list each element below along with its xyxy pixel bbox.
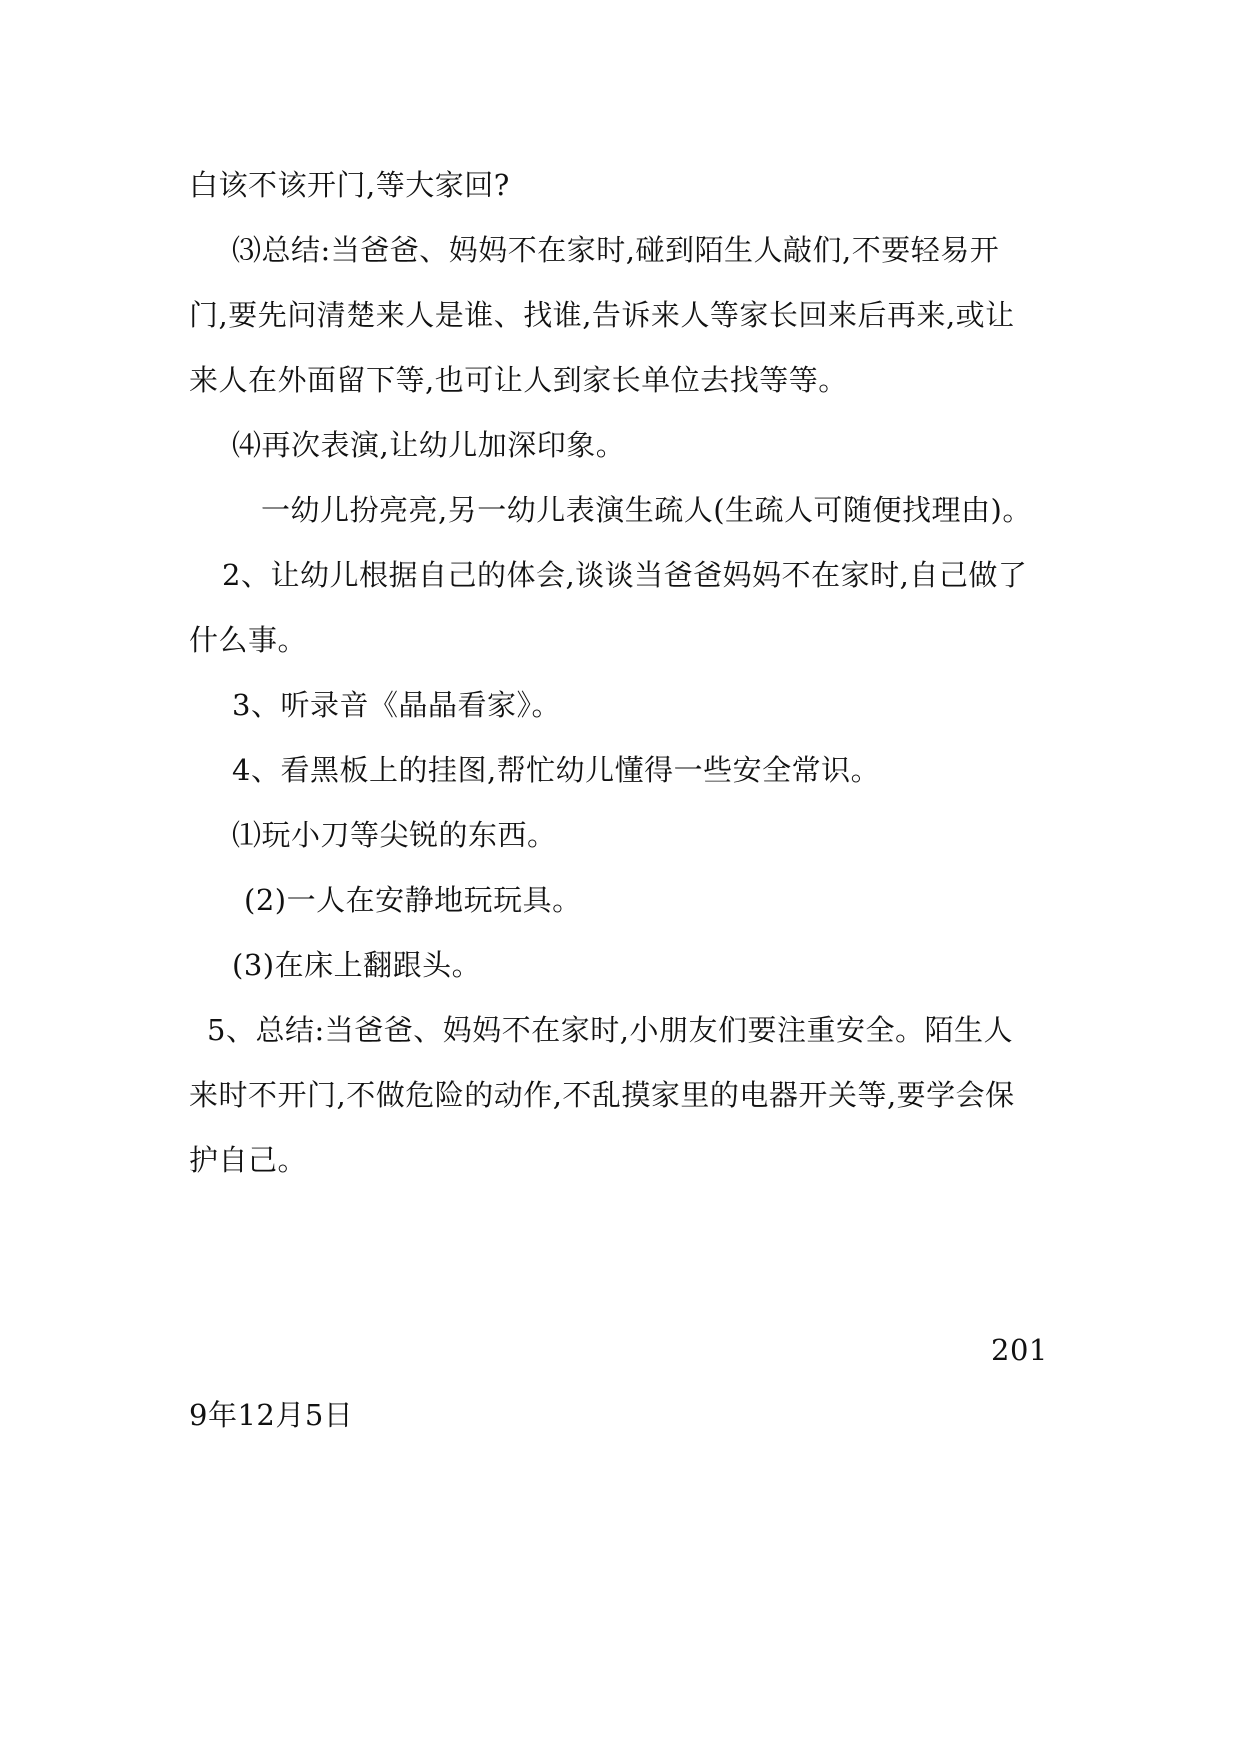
text-line: 门,要先问清楚来人是谁、找谁,告诉来人等家长回来后再来,或让 — [189, 298, 1015, 332]
text-line: 白该不该开门,等大家回? — [189, 168, 510, 202]
text-line: 2、让幼儿根据自己的体会,谈谈当爸爸妈妈不在家时,自己做了 — [222, 558, 1028, 592]
date-line: 9年12月5日 — [189, 1398, 354, 1432]
text-line: 什么事。 — [189, 623, 308, 657]
text-line: (2)一人在安静地玩玩具。 — [244, 883, 582, 917]
text-line: 5、总结:当爸爸、妈妈不在家时,小朋友们要注重安全。陌生人 — [207, 1013, 1013, 1047]
text-line: 3、听录音《晶晶看家》。 — [232, 688, 561, 722]
text-line: 4、看黑板上的挂图,帮忙幼儿懂得一些安全常识。 — [232, 753, 881, 787]
text-line: ⑴玩小刀等尖锐的东西。 — [232, 818, 557, 852]
text-line: ⑶总结:当爸爸、妈妈不在家时,碰到陌生人敲们,不要轻易开 — [232, 233, 1000, 267]
text-line: 一幼儿扮亮亮,另一幼儿表演生疏人(生疏人可随便找理由)。 — [261, 493, 1032, 527]
text-line: 护自己。 — [189, 1143, 308, 1177]
date-line-year-start: 201 — [991, 1333, 1048, 1367]
text-line: 来时不开门,不做危险的动作,不乱摸家里的电器开关等,要学会保 — [189, 1078, 1015, 1112]
text-line: ⑷再次表演,让幼儿加深印象。 — [232, 428, 626, 462]
text-line: (3)在床上翻跟头。 — [232, 948, 482, 982]
text-line: 来人在外面留下等,也可让人到家长单位去找等等。 — [189, 363, 848, 397]
